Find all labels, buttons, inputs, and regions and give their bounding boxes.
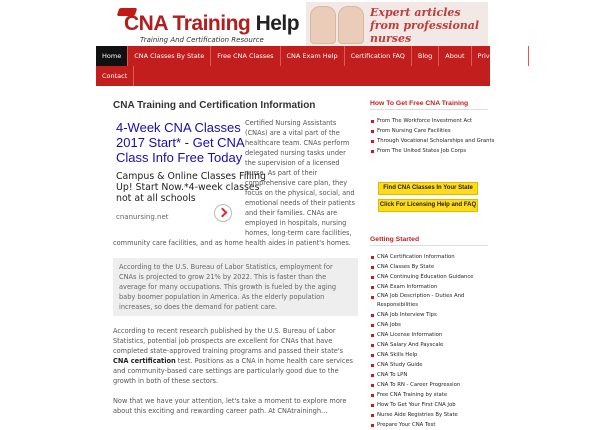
sidebar-link[interactable]: CNA Skills Help [370,350,488,360]
prospects-text-start: According to recent research published by the U.S. Bureau of Labor Statistics, potential job prospects are excellent for CNAs that have completed state-approved training programs and passed their state's [113,327,344,355]
sidebar-link[interactable]: CNA Salary And Payscale [370,340,488,350]
prospects-paragraph [113,326,358,386]
sidebar-link[interactable]: How To Get Your First CNA Job [370,400,488,410]
nurse-photo [310,6,336,44]
getting-started-heading: Getting Started [370,236,488,246]
sidebar-link[interactable]: Through Vocational Scholarships and Grants [370,136,488,146]
ad-url[interactable]: cnanursing.net [116,213,169,221]
sidebar-link[interactable]: Prepare Your CNA Test [370,420,488,430]
sidebar-link[interactable]: CNA Jobs [370,320,488,330]
sidebar-link[interactable]: CNA Exam Information [370,282,488,292]
sidebar-link[interactable]: Nurse Aide Registries By State [370,410,488,420]
sidebar-link[interactable]: CNA Classes By State [370,262,488,272]
sidebar-link[interactable]: CNA Job Interview Tips [370,310,488,320]
site-logo[interactable] [124,13,299,35]
sidebar-link[interactable]: From The United States Job Corps [370,146,488,156]
nav-item-contact[interactable]: Contact [96,66,134,86]
logo-title-main: CNA Training [124,12,251,35]
nav-row-2 [96,66,134,86]
nav-item-cna-exam-help[interactable]: CNA Exam Help [281,46,345,66]
ad-description: Campus & Online Classes Filling Up! Start Now.*4-week classes not at all schools [116,171,267,204]
nurse-photo [338,6,364,44]
nav-item-free-cna-classes[interactable]: Free CNA Classes [211,46,280,66]
prospects-text-end: test. Positions as a CNA in home health care services and community-based care settings are particularly good due to the growth in both of these sectors. [113,357,353,385]
nav-item-about[interactable]: About [439,46,471,66]
logo-title-help: Help [250,12,300,35]
header-banner [306,2,488,46]
free-training-heading: How To Get Free CNA Training [370,100,488,110]
nav-item-privacy-policy[interactable]: Privacy Policy [472,46,529,66]
page-title: CNA Training and Certification Information [113,100,316,111]
sidebar-link[interactable]: From Nursing Care Facilities [370,126,488,136]
nav-item-cna-classes-by-state[interactable]: CNA Classes By State [128,46,211,66]
free-training-list [370,116,495,156]
find-classes-button[interactable]: Find CNA Classes In Your State [378,182,478,195]
sidebar-link[interactable]: CNA Study Guide [370,360,488,370]
logo-subtitle: Training And Certification Resource [140,36,264,44]
sidebar-link[interactable]: CNA Continuing Education Guidance [370,272,488,282]
sidebar [370,100,495,428]
intro-paragraph: Certified Nursing Assistants (CNAs) are a vital part of the healthcare team. CNAs perform delegated nursing tasks under the supervision of a licensed nurse. As part of their comprehensive care plan, they focus on the physical, social, and emotional needs of their patients and their families. CNAs are employed in hospitals, nursing homes, long-term care facilities, community care facilities, and as home health aides in patient's homes. [113,119,355,247]
ad-arrow-icon[interactable] [214,204,232,222]
sidebar-link[interactable]: CNA License Information [370,330,488,340]
sidebar-link[interactable]: From The Workforce Investment Act [370,116,488,126]
nav-item-blog[interactable]: Blog [412,46,439,66]
explore-paragraph: Now that we have your attention, let's take a moment to explore more about this exciting and rewarding career path. At CNAtrainingh... [113,397,347,415]
stats-quote: According to the U.S. Bureau of Labor Statistics, employment for CNAs is projected to grow 21% by 2022. This is faster than the average for many occupations. This growth is fueled by the aging baby boomer population in America. As the elderly population increases, so does the demand for patient care. [113,258,358,316]
sidebar-link[interactable]: CNA To LPN [370,370,488,380]
nav-item-home[interactable]: Home [96,46,128,66]
cna-certification-link[interactable]: CNA certification [113,357,176,365]
main-content [113,100,358,415]
licensing-help-button[interactable]: Click For Licensing Help and FAQ [378,199,478,212]
sidebar-link[interactable]: CNA To RN - Career Progression [370,380,488,390]
banner-text: Expert articles from professional nurses [370,6,480,45]
cta-buttons [370,182,488,212]
sidebar-link[interactable]: Free CNA Training by state [370,390,488,400]
nav-row-1 [96,46,529,66]
main-nav [96,46,522,86]
ad-headline[interactable]: 4-Week CNA Classes 2017 Start* - Get CNA Class Info Free Today [116,120,245,165]
sidebar-link[interactable]: CNA Job Description - Duties And Responsibilities [370,292,488,310]
getting-started-list [370,252,488,430]
sidebar-link[interactable]: CNA Certification Information [370,252,488,262]
nav-item-certification-faq[interactable]: Certification FAQ [345,46,412,66]
